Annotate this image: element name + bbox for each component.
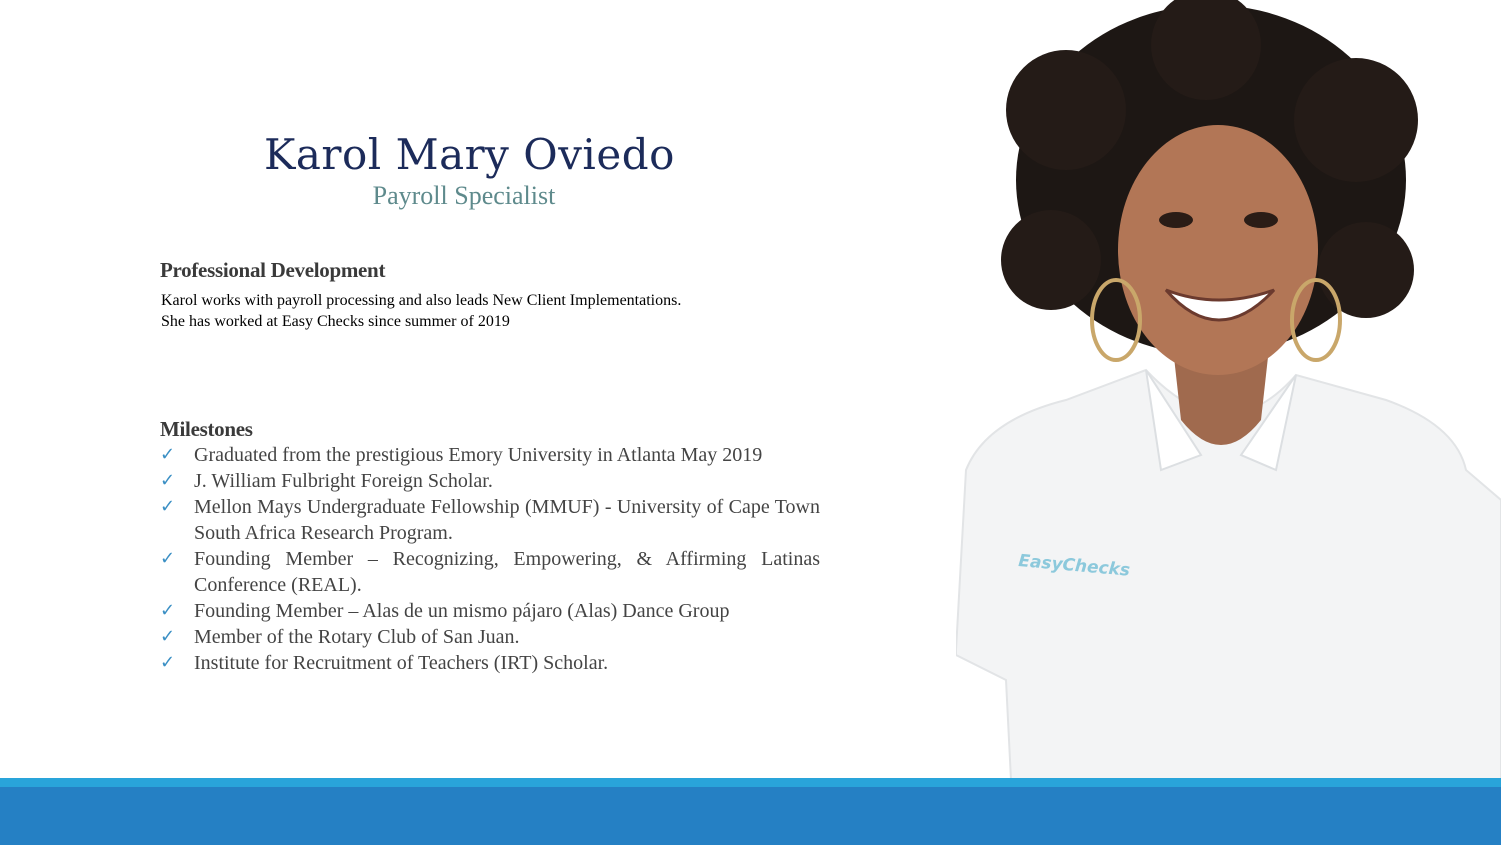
checkmark-icon: ✓ xyxy=(160,600,176,621)
milestone-item xyxy=(160,442,820,468)
checkmark-icon: ✓ xyxy=(160,470,176,491)
professional-development-text xyxy=(161,290,681,332)
milestone-text: Founding Member – Recognizing, Empowering, & Affirming Latinas Conference (REAL). xyxy=(194,548,820,596)
shirt-logo-text: EasyChecks xyxy=(1017,551,1131,581)
checkmark-icon: ✓ xyxy=(160,444,176,465)
footer-band-light xyxy=(0,778,1501,787)
milestone-text: Mellon Mays Undergraduate Fellowship (MMUF) - University of Cape Town South Africa Research Program. xyxy=(194,496,820,544)
pd-line: She has worked at Easy Checks since summer of 2019 xyxy=(161,313,510,330)
milestone-text: Institute for Recruitment of Teachers (IRT) Scholar. xyxy=(194,652,609,674)
milestone-item xyxy=(160,468,820,494)
checkmark-icon: ✓ xyxy=(160,548,176,569)
milestone-item xyxy=(160,494,820,546)
milestone-item xyxy=(160,650,820,676)
person-name: Karol Mary Oviedo xyxy=(264,130,675,179)
professional-development-heading: Professional Development xyxy=(160,258,386,282)
milestones-heading: Milestones xyxy=(160,417,253,441)
profile-photo xyxy=(956,0,1501,780)
checkmark-icon: ✓ xyxy=(160,626,176,647)
checkmark-icon: ✓ xyxy=(160,496,176,517)
milestone-item xyxy=(160,546,820,598)
milestone-item xyxy=(160,624,820,650)
milestone-item xyxy=(160,598,820,624)
footer-band xyxy=(0,787,1501,845)
milestone-text: Member of the Rotary Club of San Juan. xyxy=(194,626,520,648)
milestone-text: Founding Member – Alas de un mismo pájaro (Alas) Dance Group xyxy=(194,600,730,622)
pd-line: Karol works with payroll processing and also leads New Client Implementations. xyxy=(161,292,682,309)
milestones-list xyxy=(160,442,820,676)
milestone-text: J. William Fulbright Foreign Scholar. xyxy=(194,470,493,492)
milestone-text: Graduated from the prestigious Emory University in Atlanta May 2019 xyxy=(194,444,763,466)
checkmark-icon: ✓ xyxy=(160,652,176,673)
face-shape xyxy=(1118,125,1318,375)
job-title: Payroll Specialist xyxy=(372,181,556,210)
